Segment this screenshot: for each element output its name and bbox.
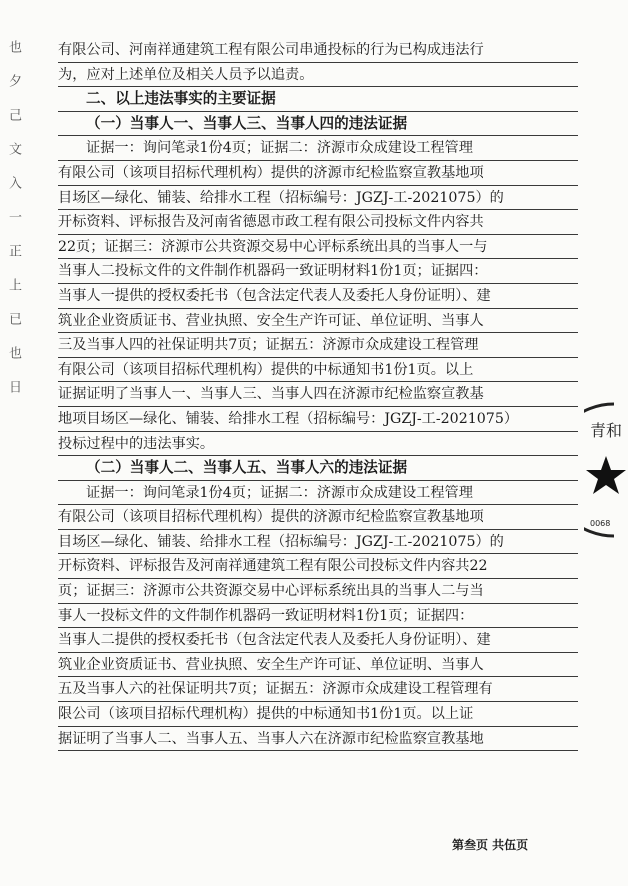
text-line: 三及当事人四的社保证明共7页；证据五：济源市众成建设工程管理: [58, 333, 578, 358]
text-line: 当事人一提供的授权委托书（包含法定代表人及委托人身份证明）、建: [58, 284, 578, 309]
text-line: 有限公司（该项目招标代理机构）提供的济源市纪检监察宣教基地项: [58, 161, 578, 186]
section-heading: （一）当事人一、当事人三、当事人四的违法证据: [58, 112, 578, 137]
text-line: 为，应对上述单位及相关人员予以追责。: [58, 63, 578, 88]
text-line: 证据一：询问笔录1份4页；证据二：济源市众成建设工程管理: [58, 481, 578, 506]
margin-mark: 己: [6, 108, 21, 121]
text-line: 事人一投标文件的文件制作机器码一致证明材料1份1页；证据四：: [58, 604, 578, 629]
section-heading: （二）当事人二、当事人五、当事人六的违法证据: [58, 456, 578, 481]
margin-handwriting: [4, 40, 24, 420]
text-line: 页；证据三：济源市公共资源交易中心评标系统出具的当事人二与当: [58, 579, 578, 604]
seal-text: 青和: [590, 421, 623, 440]
section-heading: 二、以上违法事实的主要证据: [58, 87, 578, 112]
text-line: 五及当事人六的社保证明共7页；证据五：济源市众成建设工程管理有: [58, 677, 578, 702]
margin-mark: 正: [6, 244, 21, 257]
official-seal: [584, 400, 628, 540]
margin-mark: 一: [6, 210, 21, 223]
text-line: 证据一：询问笔录1份4页；证据二：济源市众成建设工程管理: [58, 136, 578, 161]
text-line: 开标资料、评标报告及河南省德恩市政工程有限公司投标文件内容共: [58, 210, 578, 235]
seal-star-icon: [586, 456, 626, 494]
margin-mark: 已: [6, 312, 21, 325]
text-line: 地项目场区—绿化、铺装、给排水工程（招标编号：JGZJ-工-2021075）: [58, 407, 578, 432]
text-line: 22页；证据三：济源市公共资源交易中心评标系统出具的当事人一与: [58, 235, 578, 260]
text-line: 投标过程中的违法事实。: [58, 432, 578, 457]
margin-mark: 上: [6, 278, 21, 291]
text-line: 据证明了当事人二、当事人五、当事人六在济源市纪检监察宣教基地: [58, 727, 578, 752]
text-line: 有限公司（该项目招标代理机构）提供的中标通知书1份1页。以上: [58, 358, 578, 383]
text-line: 限公司（该项目招标代理机构）提供的中标通知书1份1页。以上证: [58, 702, 578, 727]
seal-number: 0068: [590, 519, 611, 528]
margin-mark: 也: [6, 40, 21, 53]
text-line: 有限公司（该项目招标代理机构）提供的济源市纪检监察宣教基地项: [58, 505, 578, 530]
text-line: 目场区—绿化、铺装、给排水工程（招标编号：JGZJ-工-2021075）的: [58, 186, 578, 211]
margin-mark: 也: [6, 346, 21, 359]
text-line: 开标资料、评标报告及河南祥通建筑工程有限公司投标文件内容共22: [58, 554, 578, 579]
page-number: 第叁页 共伍页: [452, 838, 529, 852]
text-line: 当事人二提供的授权委托书（包含法定代表人及委托人身份证明）、建: [58, 628, 578, 653]
text-line: 当事人二投标文件的文件制作机器码一致证明材料1份1页；证据四：: [58, 259, 578, 284]
text-line: 有限公司、河南祥通建筑工程有限公司串通投标的行为已构成违法行: [58, 38, 578, 63]
text-line: 证据证明了当事人一、当事人三、当事人四在济源市纪检监察宣教基: [58, 382, 578, 407]
margin-mark: 日: [6, 380, 21, 393]
margin-mark: 夕: [6, 74, 21, 87]
margin-mark: 文: [6, 142, 21, 155]
document-body: [58, 38, 578, 751]
text-line: 筑业企业资质证书、营业执照、安全生产许可证、单位证明、当事人: [58, 309, 578, 334]
text-line: 筑业企业资质证书、营业执照、安全生产许可证、单位证明、当事人: [58, 653, 578, 678]
text-line: 目场区—绿化、铺装、给排水工程（招标编号：JGZJ-工-2021075）的: [58, 530, 578, 555]
margin-mark: 入: [6, 176, 21, 189]
